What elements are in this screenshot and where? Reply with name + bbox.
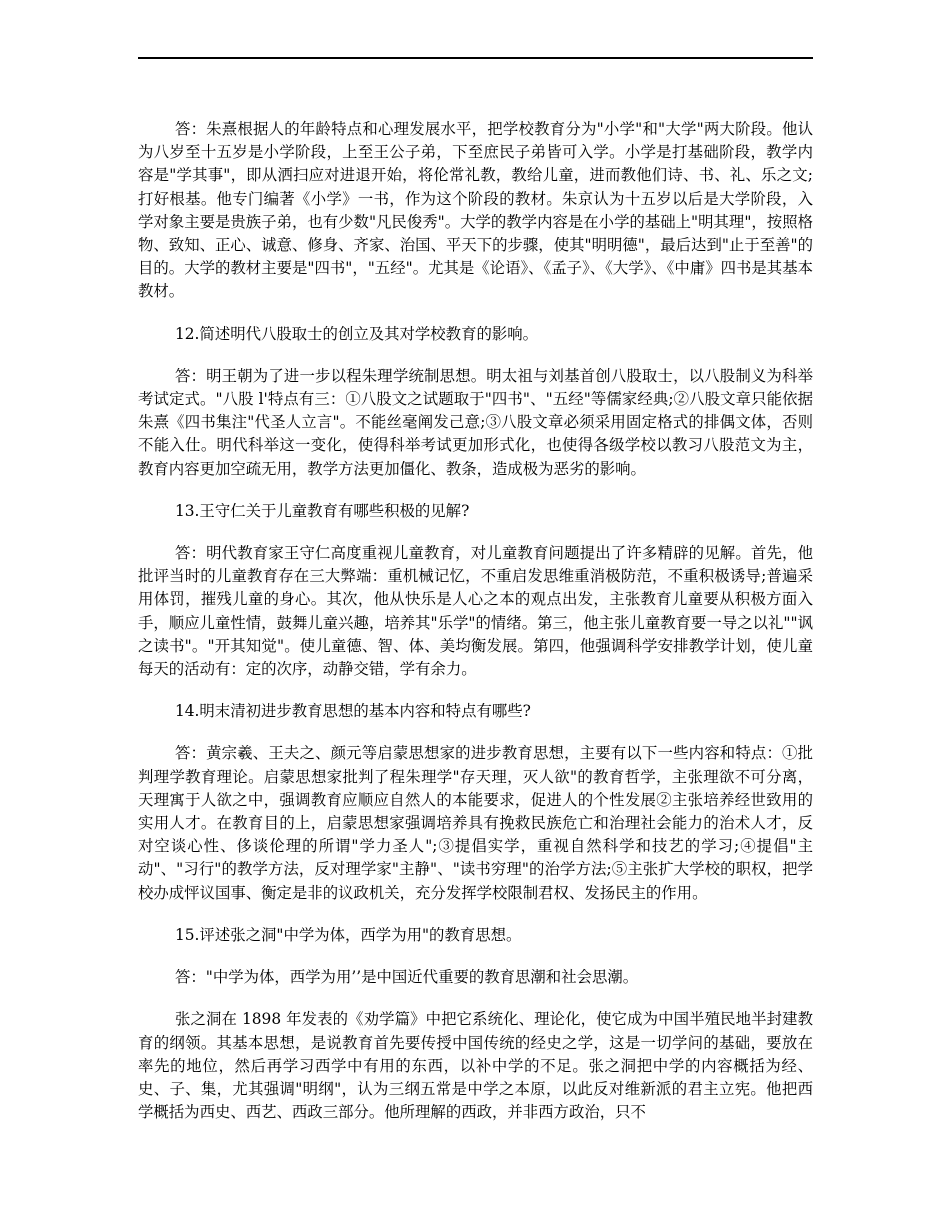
question-heading-15: 15.评述张之洞"中学为体，西学为用"的教育思想。 — [174, 925, 522, 944]
answer-paragraph: 张之洞在 1898 年发表的《劝学篇》中把它系统化、理论化，使它成为中国半殖民地半封建教育的纲领。其基本思想，是说教育首先要传授中国传统的经史之学，这是一切学问的基础，要放在率先的地位，然后再学习西学中有用的东西，以补中学的不足。张之洞把中学的内容概括为经、史、子、集，尤其强调"明纲"，认为三纲五常是中学之本原，以此反对维新派的君主立宪。他把西学概括为西史、西艺、西政三部分。他所理解的西政，并非西方政治，只不 — [138, 1010, 813, 1122]
answer-paragraph: 答：黄宗羲、王夫之、颜元等启蒙思想家的进步教育思想，主要有以下一些内容和特点：①批判理学教育理论。启蒙思想家批判了程朱理学"存天理，灭人欲"的教育哲学，主张理欲不可分离，天理寓于人欲之中，强调教育应顺应自然人的本能要求，促进人的个性发展②主张培养经世致用的实用人才。在教育目的上，启蒙思想家强调培养具有挽救民族危亡和治理社会能力的治术人才，反对空谈心性、侈谈伦理的所谓"学力圣人";③提倡实学，重视自然科学和技艺的学习;④提倡"主动"、"习行"的教学方法，反对理学家"主静"、"读书穷理"的治学方法;⑤主张扩大学校的职权，把学校办成怦议国事、衡定是非的议政机关，充分发挥学校限制君权、发扬民主的作用。 — [138, 744, 813, 902]
answer-paragraph: 答：明王朝为了进一步以程朱理学统制思想。明太祖与刘基首创八股取士，以八股制义为科举考试定式。"八股 l'特点有三：①八股文之试题取于"四书"、"五经"等儒家经典;②八股文章只能依据朱熹《四书集注"代圣人立言"。不能丝毫阐发己意;③八股文章必须采用固定格式的排偶文体，否则不能入仕。明代科举这一变化，使得科举考试更加形式化，也使得各级学校以教习八股范文为主，教育内容更加空疏无用，教学方法更加僵化、教条，造成极为恶劣的影响。 — [138, 366, 813, 478]
question-heading-13: 13.王守仁关于儿童教育有哪些积极的见解? — [174, 501, 470, 520]
document-body — [138, 118, 813, 1143]
question-heading-14: 14.明末清初进步教育思想的基本内容和特点有哪些? — [174, 702, 531, 721]
question-heading-12: 12.简述明代八股取士的创立及其对学校教育的影响。 — [174, 324, 539, 343]
answer-paragraph: 答："中学为体，西学为用’’是中国近代重要的教育思潮和社会思潮。 — [174, 968, 639, 987]
answer-paragraph: 答：明代教育家王守仁高度重视儿童教育，对儿童教育问题提出了许多精辟的见解。首先，他批评当时的儿童教育存在三大弊端：重机械记忆，不重启发思维重消极防范，不重积极诱导;普遍采用体罚，摧残儿童的身心。其次，他从快乐是人心之本的观点出发，主张教育儿童要从积极方面入手，顺应儿童性情，鼓舞儿童兴趣，培养其"乐学"的情绪。第三，他主张儿童教育要一导之以礼""讽之读书"。"开其知觉"。使儿童德、智、体、美均衡发展。第四，他强调科学安排教学计划，使儿童每天的活动有：定的次序，动静交错，学有余力。 — [138, 544, 813, 679]
answer-paragraph: 答：朱熹根据人的年龄特点和心理发展水平，把学校教育分为"小学"和"大学"两大阶段。他认为八岁至十五岁是小学阶段，上至王公子弟，下至庶民子弟皆可入学。小学是打基础阶段，教学内容是"学其事"，即从洒扫应对进退开始，将伦常礼教，教给儿童，进而教他们诗、书、礼、乐之文;打好根基。他专门编著《小学》一书，作为这个阶段的教材。朱京认为十五岁以后是大学阶段，入学对象主要是贵族子弟，也有少数"凡民俊秀"。大学的教学内容是在小学的基础上"明其理"，按照格物、致知、正心、诚意、修身、齐家、治国、平天下的步骤，使其"明明德"，最后达到"止于至善"的目的。大学的教材主要是"四书"，"五经"。尤其是《论语》、《孟子》、《大学》、《中庸》四书是其基本教材。 — [138, 120, 813, 301]
header-rule — [138, 57, 813, 59]
